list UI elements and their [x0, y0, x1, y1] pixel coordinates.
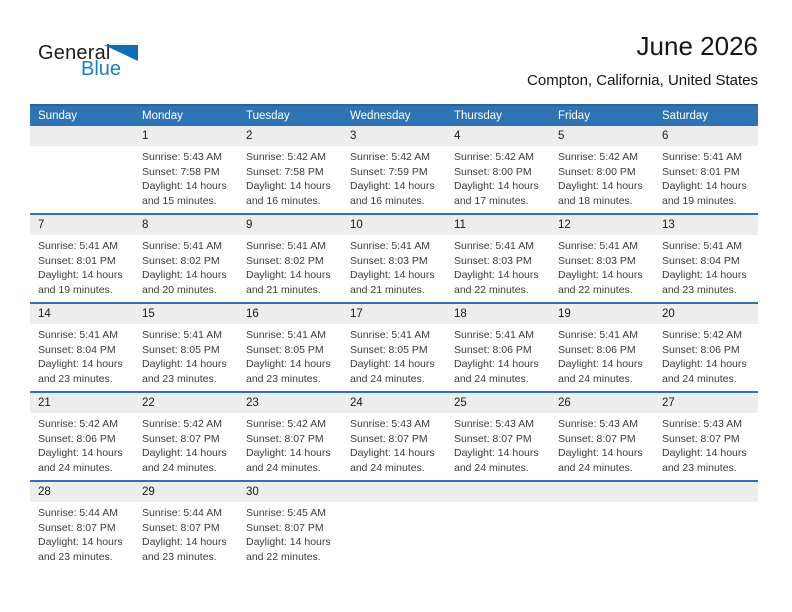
day-number: 8 — [134, 215, 238, 235]
daylight-line: Daylight: 14 hours — [246, 447, 331, 459]
daylight-line: Daylight: 14 hours — [350, 358, 435, 370]
daylight-line: Daylight: 14 hours — [662, 447, 747, 459]
logo-text-blue: Blue — [81, 58, 122, 80]
daylight-line: Daylight: 14 hours — [246, 180, 331, 192]
sunset-line: Sunset: 8:01 PM — [38, 254, 116, 267]
day-cell-24 — [342, 393, 446, 480]
daylight-line: Daylight: 14 hours — [454, 447, 539, 459]
weekday-header-saturday: Saturday — [662, 110, 709, 122]
day-cell-12 — [550, 215, 654, 302]
daylight-minutes-line: and 23 minutes. — [662, 461, 737, 474]
daylight-minutes-line: and 21 minutes. — [246, 283, 321, 296]
sunset-line: Sunset: 8:06 PM — [558, 343, 636, 356]
sunset-line: Sunset: 8:07 PM — [38, 521, 116, 534]
weekday-header-wednesday: Wednesday — [350, 110, 411, 122]
sunrise-line: Sunrise: 5:42 AM — [558, 151, 638, 163]
sunset-line: Sunset: 8:05 PM — [350, 343, 428, 356]
sunrise-line: Sunrise: 5:41 AM — [142, 329, 222, 341]
day-details — [238, 146, 342, 208]
week-row-5 — [30, 480, 758, 569]
daylight-minutes-line: and 23 minutes. — [142, 550, 217, 563]
day-number: 21 — [30, 393, 134, 413]
day-details — [550, 324, 654, 386]
daylight-minutes-line: and 24 minutes. — [142, 461, 217, 474]
day-number: 20 — [654, 304, 758, 324]
daylight-line: Daylight: 14 hours — [558, 447, 643, 459]
daylight-line: Daylight: 14 hours — [142, 536, 227, 548]
day-number: 13 — [654, 215, 758, 235]
week-row-3 — [30, 302, 758, 391]
daylight-line: Daylight: 14 hours — [558, 269, 643, 281]
day-cell-2 — [238, 126, 342, 213]
day-details — [134, 146, 238, 208]
day-cell-6 — [654, 126, 758, 213]
sunset-line: Sunset: 8:07 PM — [662, 432, 740, 445]
day-number: 25 — [446, 393, 550, 413]
day-cell-5 — [550, 126, 654, 213]
day-cell-empty — [550, 482, 654, 569]
daylight-minutes-line: and 23 minutes. — [246, 372, 321, 385]
weekday-header-thursday: Thursday — [454, 110, 502, 122]
sunrise-line: Sunrise: 5:42 AM — [142, 418, 222, 430]
sunset-line: Sunset: 8:05 PM — [246, 343, 324, 356]
sunset-line: Sunset: 8:03 PM — [350, 254, 428, 267]
sunrise-line: Sunrise: 5:43 AM — [558, 418, 638, 430]
day-details — [134, 235, 238, 297]
daylight-minutes-line: and 24 minutes. — [454, 461, 529, 474]
day-number: 16 — [238, 304, 342, 324]
daylight-line: Daylight: 14 hours — [38, 358, 123, 370]
sunset-line: Sunset: 7:58 PM — [142, 165, 220, 178]
week-row-2 — [30, 213, 758, 302]
logo-text-general: General — [38, 42, 111, 64]
day-number: 22 — [134, 393, 238, 413]
day-cell-9 — [238, 215, 342, 302]
day-number: 15 — [134, 304, 238, 324]
daylight-minutes-line: and 23 minutes. — [38, 550, 113, 563]
day-details — [654, 324, 758, 386]
sunrise-line: Sunrise: 5:41 AM — [246, 329, 326, 341]
daylight-minutes-line: and 16 minutes. — [350, 194, 425, 207]
day-cell-11 — [446, 215, 550, 302]
sunset-line: Sunset: 8:04 PM — [38, 343, 116, 356]
daylight-line: Daylight: 14 hours — [662, 358, 747, 370]
sunrise-line: Sunrise: 5:41 AM — [662, 151, 742, 163]
sunrise-line: Sunrise: 5:41 AM — [38, 329, 118, 341]
week-row-4 — [30, 391, 758, 480]
day-cell-10 — [342, 215, 446, 302]
day-details — [654, 235, 758, 297]
weekday-header-row — [30, 104, 758, 126]
daylight-minutes-line: and 22 minutes. — [558, 283, 633, 296]
daylight-minutes-line: and 24 minutes. — [246, 461, 321, 474]
sunset-line: Sunset: 8:07 PM — [558, 432, 636, 445]
daylight-minutes-line: and 24 minutes. — [350, 461, 425, 474]
day-number: 10 — [342, 215, 446, 235]
day-cell-14 — [30, 304, 134, 391]
daylight-line: Daylight: 14 hours — [38, 536, 123, 548]
day-cell-26 — [550, 393, 654, 480]
daylight-line: Daylight: 14 hours — [558, 358, 643, 370]
sunset-line: Sunset: 8:00 PM — [454, 165, 532, 178]
day-details — [238, 502, 342, 564]
day-details — [238, 413, 342, 475]
daylight-minutes-line: and 22 minutes. — [454, 283, 529, 296]
daylight-minutes-line: and 23 minutes. — [38, 372, 113, 385]
daylight-line: Daylight: 14 hours — [142, 180, 227, 192]
sunrise-line: Sunrise: 5:42 AM — [38, 418, 118, 430]
day-number: 23 — [238, 393, 342, 413]
day-details — [446, 413, 550, 475]
day-number: 7 — [30, 215, 134, 235]
daylight-line: Daylight: 14 hours — [350, 447, 435, 459]
day-details — [342, 235, 446, 297]
daylight-line: Daylight: 14 hours — [38, 269, 123, 281]
daylight-line: Daylight: 14 hours — [662, 269, 747, 281]
daylight-line: Daylight: 14 hours — [662, 180, 747, 192]
sunrise-line: Sunrise: 5:41 AM — [662, 240, 742, 252]
sunrise-line: Sunrise: 5:42 AM — [246, 151, 326, 163]
day-number: 9 — [238, 215, 342, 235]
day-cell-8 — [134, 215, 238, 302]
sunset-line: Sunset: 8:07 PM — [454, 432, 532, 445]
day-cell-empty — [342, 482, 446, 569]
day-number: 14 — [30, 304, 134, 324]
daylight-minutes-line: and 16 minutes. — [246, 194, 321, 207]
daylight-minutes-line: and 24 minutes. — [558, 461, 633, 474]
sunset-line: Sunset: 8:06 PM — [454, 343, 532, 356]
day-number: 28 — [30, 482, 134, 502]
day-number — [30, 126, 134, 146]
general-blue-logo — [38, 42, 178, 86]
daylight-minutes-line: and 18 minutes. — [558, 194, 633, 207]
daylight-minutes-line: and 24 minutes. — [38, 461, 113, 474]
day-details — [238, 235, 342, 297]
sunrise-line: Sunrise: 5:42 AM — [662, 329, 742, 341]
day-number: 4 — [446, 126, 550, 146]
sunrise-line: Sunrise: 5:44 AM — [38, 507, 118, 519]
sunrise-line: Sunrise: 5:41 AM — [142, 240, 222, 252]
sunrise-line: Sunrise: 5:41 AM — [454, 240, 534, 252]
sunset-line: Sunset: 8:07 PM — [246, 432, 324, 445]
sunset-line: Sunset: 8:06 PM — [662, 343, 740, 356]
daylight-minutes-line: and 20 minutes. — [142, 283, 217, 296]
sunrise-line: Sunrise: 5:41 AM — [350, 329, 430, 341]
day-number: 2 — [238, 126, 342, 146]
daylight-line: Daylight: 14 hours — [246, 269, 331, 281]
sunrise-line: Sunrise: 5:41 AM — [454, 329, 534, 341]
day-cell-19 — [550, 304, 654, 391]
day-cell-13 — [654, 215, 758, 302]
sunset-line: Sunset: 7:58 PM — [246, 165, 324, 178]
day-number: 6 — [654, 126, 758, 146]
day-cell-20 — [654, 304, 758, 391]
calendar-table — [30, 104, 758, 569]
location-subtitle: Compton, California, United States — [527, 72, 758, 89]
daylight-line: Daylight: 14 hours — [350, 269, 435, 281]
day-number — [342, 482, 446, 502]
daylight-line: Daylight: 14 hours — [454, 358, 539, 370]
sunrise-line: Sunrise: 5:43 AM — [454, 418, 534, 430]
daylight-minutes-line: and 21 minutes. — [350, 283, 425, 296]
page-title: June 2026 — [636, 31, 758, 61]
sunrise-line: Sunrise: 5:41 AM — [246, 240, 326, 252]
sunrise-line: Sunrise: 5:42 AM — [350, 151, 430, 163]
sunset-line: Sunset: 8:02 PM — [246, 254, 324, 267]
day-details — [550, 146, 654, 208]
day-cell-27 — [654, 393, 758, 480]
sunset-line: Sunset: 8:07 PM — [246, 521, 324, 534]
daylight-line: Daylight: 14 hours — [558, 180, 643, 192]
day-cell-3 — [342, 126, 446, 213]
day-details — [654, 413, 758, 475]
sunset-line: Sunset: 8:03 PM — [454, 254, 532, 267]
sunset-line: Sunset: 8:02 PM — [142, 254, 220, 267]
day-cell-empty — [30, 126, 134, 213]
daylight-minutes-line: and 23 minutes. — [142, 372, 217, 385]
day-number: 19 — [550, 304, 654, 324]
sunrise-line: Sunrise: 5:43 AM — [142, 151, 222, 163]
weekday-header-friday: Friday — [558, 110, 590, 122]
daylight-line: Daylight: 14 hours — [246, 358, 331, 370]
day-number: 11 — [446, 215, 550, 235]
day-details — [446, 324, 550, 386]
weekday-header-monday: Monday — [142, 110, 183, 122]
sunrise-line: Sunrise: 5:43 AM — [662, 418, 742, 430]
sunset-line: Sunset: 8:07 PM — [350, 432, 428, 445]
day-cell-25 — [446, 393, 550, 480]
sunrise-line: Sunrise: 5:41 AM — [350, 240, 430, 252]
sunrise-line: Sunrise: 5:45 AM — [246, 507, 326, 519]
day-details — [134, 324, 238, 386]
day-cell-4 — [446, 126, 550, 213]
day-cell-21 — [30, 393, 134, 480]
day-cell-7 — [30, 215, 134, 302]
day-details — [30, 235, 134, 297]
daylight-line: Daylight: 14 hours — [38, 447, 123, 459]
daylight-minutes-line: and 24 minutes. — [558, 372, 633, 385]
daylight-minutes-line: and 17 minutes. — [454, 194, 529, 207]
day-number: 29 — [134, 482, 238, 502]
weekday-header-tuesday: Tuesday — [246, 110, 290, 122]
day-details — [342, 413, 446, 475]
day-number: 5 — [550, 126, 654, 146]
day-details — [30, 502, 134, 564]
daylight-minutes-line: and 24 minutes. — [454, 372, 529, 385]
day-details — [30, 413, 134, 475]
day-details — [342, 146, 446, 208]
day-details — [134, 413, 238, 475]
day-number: 12 — [550, 215, 654, 235]
day-details — [446, 146, 550, 208]
day-details — [238, 324, 342, 386]
day-cell-17 — [342, 304, 446, 391]
daylight-line: Daylight: 14 hours — [454, 180, 539, 192]
day-number: 30 — [238, 482, 342, 502]
daylight-line: Daylight: 14 hours — [454, 269, 539, 281]
day-details — [30, 324, 134, 386]
daylight-minutes-line: and 19 minutes. — [662, 194, 737, 207]
daylight-minutes-line: and 22 minutes. — [246, 550, 321, 563]
day-cell-empty — [654, 482, 758, 569]
daylight-line: Daylight: 14 hours — [142, 447, 227, 459]
day-cell-1 — [134, 126, 238, 213]
day-details — [446, 235, 550, 297]
sunrise-line: Sunrise: 5:41 AM — [558, 329, 638, 341]
daylight-line: Daylight: 14 hours — [142, 358, 227, 370]
day-number: 1 — [134, 126, 238, 146]
day-number — [550, 482, 654, 502]
day-number — [654, 482, 758, 502]
day-number: 27 — [654, 393, 758, 413]
day-number: 26 — [550, 393, 654, 413]
daylight-minutes-line: and 24 minutes. — [350, 372, 425, 385]
sunrise-line: Sunrise: 5:44 AM — [142, 507, 222, 519]
day-cell-23 — [238, 393, 342, 480]
day-cell-28 — [30, 482, 134, 569]
sunset-line: Sunset: 8:00 PM — [558, 165, 636, 178]
sunset-line: Sunset: 8:07 PM — [142, 521, 220, 534]
sunset-line: Sunset: 8:03 PM — [558, 254, 636, 267]
day-number: 18 — [446, 304, 550, 324]
sunset-line: Sunset: 8:01 PM — [662, 165, 740, 178]
sunrise-line: Sunrise: 5:41 AM — [558, 240, 638, 252]
day-cell-22 — [134, 393, 238, 480]
sunrise-line: Sunrise: 5:42 AM — [246, 418, 326, 430]
title-block — [527, 31, 758, 89]
day-cell-18 — [446, 304, 550, 391]
day-number: 3 — [342, 126, 446, 146]
calendar-grid — [30, 126, 758, 569]
daylight-line: Daylight: 14 hours — [142, 269, 227, 281]
daylight-line: Daylight: 14 hours — [350, 180, 435, 192]
day-number: 24 — [342, 393, 446, 413]
week-row-1 — [30, 126, 758, 213]
day-cell-15 — [134, 304, 238, 391]
sunset-line: Sunset: 8:06 PM — [38, 432, 116, 445]
day-cell-empty — [446, 482, 550, 569]
sunset-line: Sunset: 7:59 PM — [350, 165, 428, 178]
daylight-minutes-line: and 15 minutes. — [142, 194, 217, 207]
day-number — [446, 482, 550, 502]
day-cell-16 — [238, 304, 342, 391]
day-details — [550, 235, 654, 297]
sunrise-line: Sunrise: 5:43 AM — [350, 418, 430, 430]
day-details — [654, 146, 758, 208]
sunset-line: Sunset: 8:05 PM — [142, 343, 220, 356]
day-number: 17 — [342, 304, 446, 324]
daylight-minutes-line: and 23 minutes. — [662, 283, 737, 296]
day-details — [550, 413, 654, 475]
sunset-line: Sunset: 8:07 PM — [142, 432, 220, 445]
day-details — [342, 324, 446, 386]
daylight-line: Daylight: 14 hours — [246, 536, 331, 548]
day-cell-29 — [134, 482, 238, 569]
sunrise-line: Sunrise: 5:41 AM — [38, 240, 118, 252]
weekday-header-sunday: Sunday — [38, 110, 78, 122]
day-details — [134, 502, 238, 564]
sunrise-line: Sunrise: 5:42 AM — [454, 151, 534, 163]
sunset-line: Sunset: 8:04 PM — [662, 254, 740, 267]
daylight-minutes-line: and 24 minutes. — [662, 372, 737, 385]
day-cell-30 — [238, 482, 342, 569]
daylight-minutes-line: and 19 minutes. — [38, 283, 113, 296]
